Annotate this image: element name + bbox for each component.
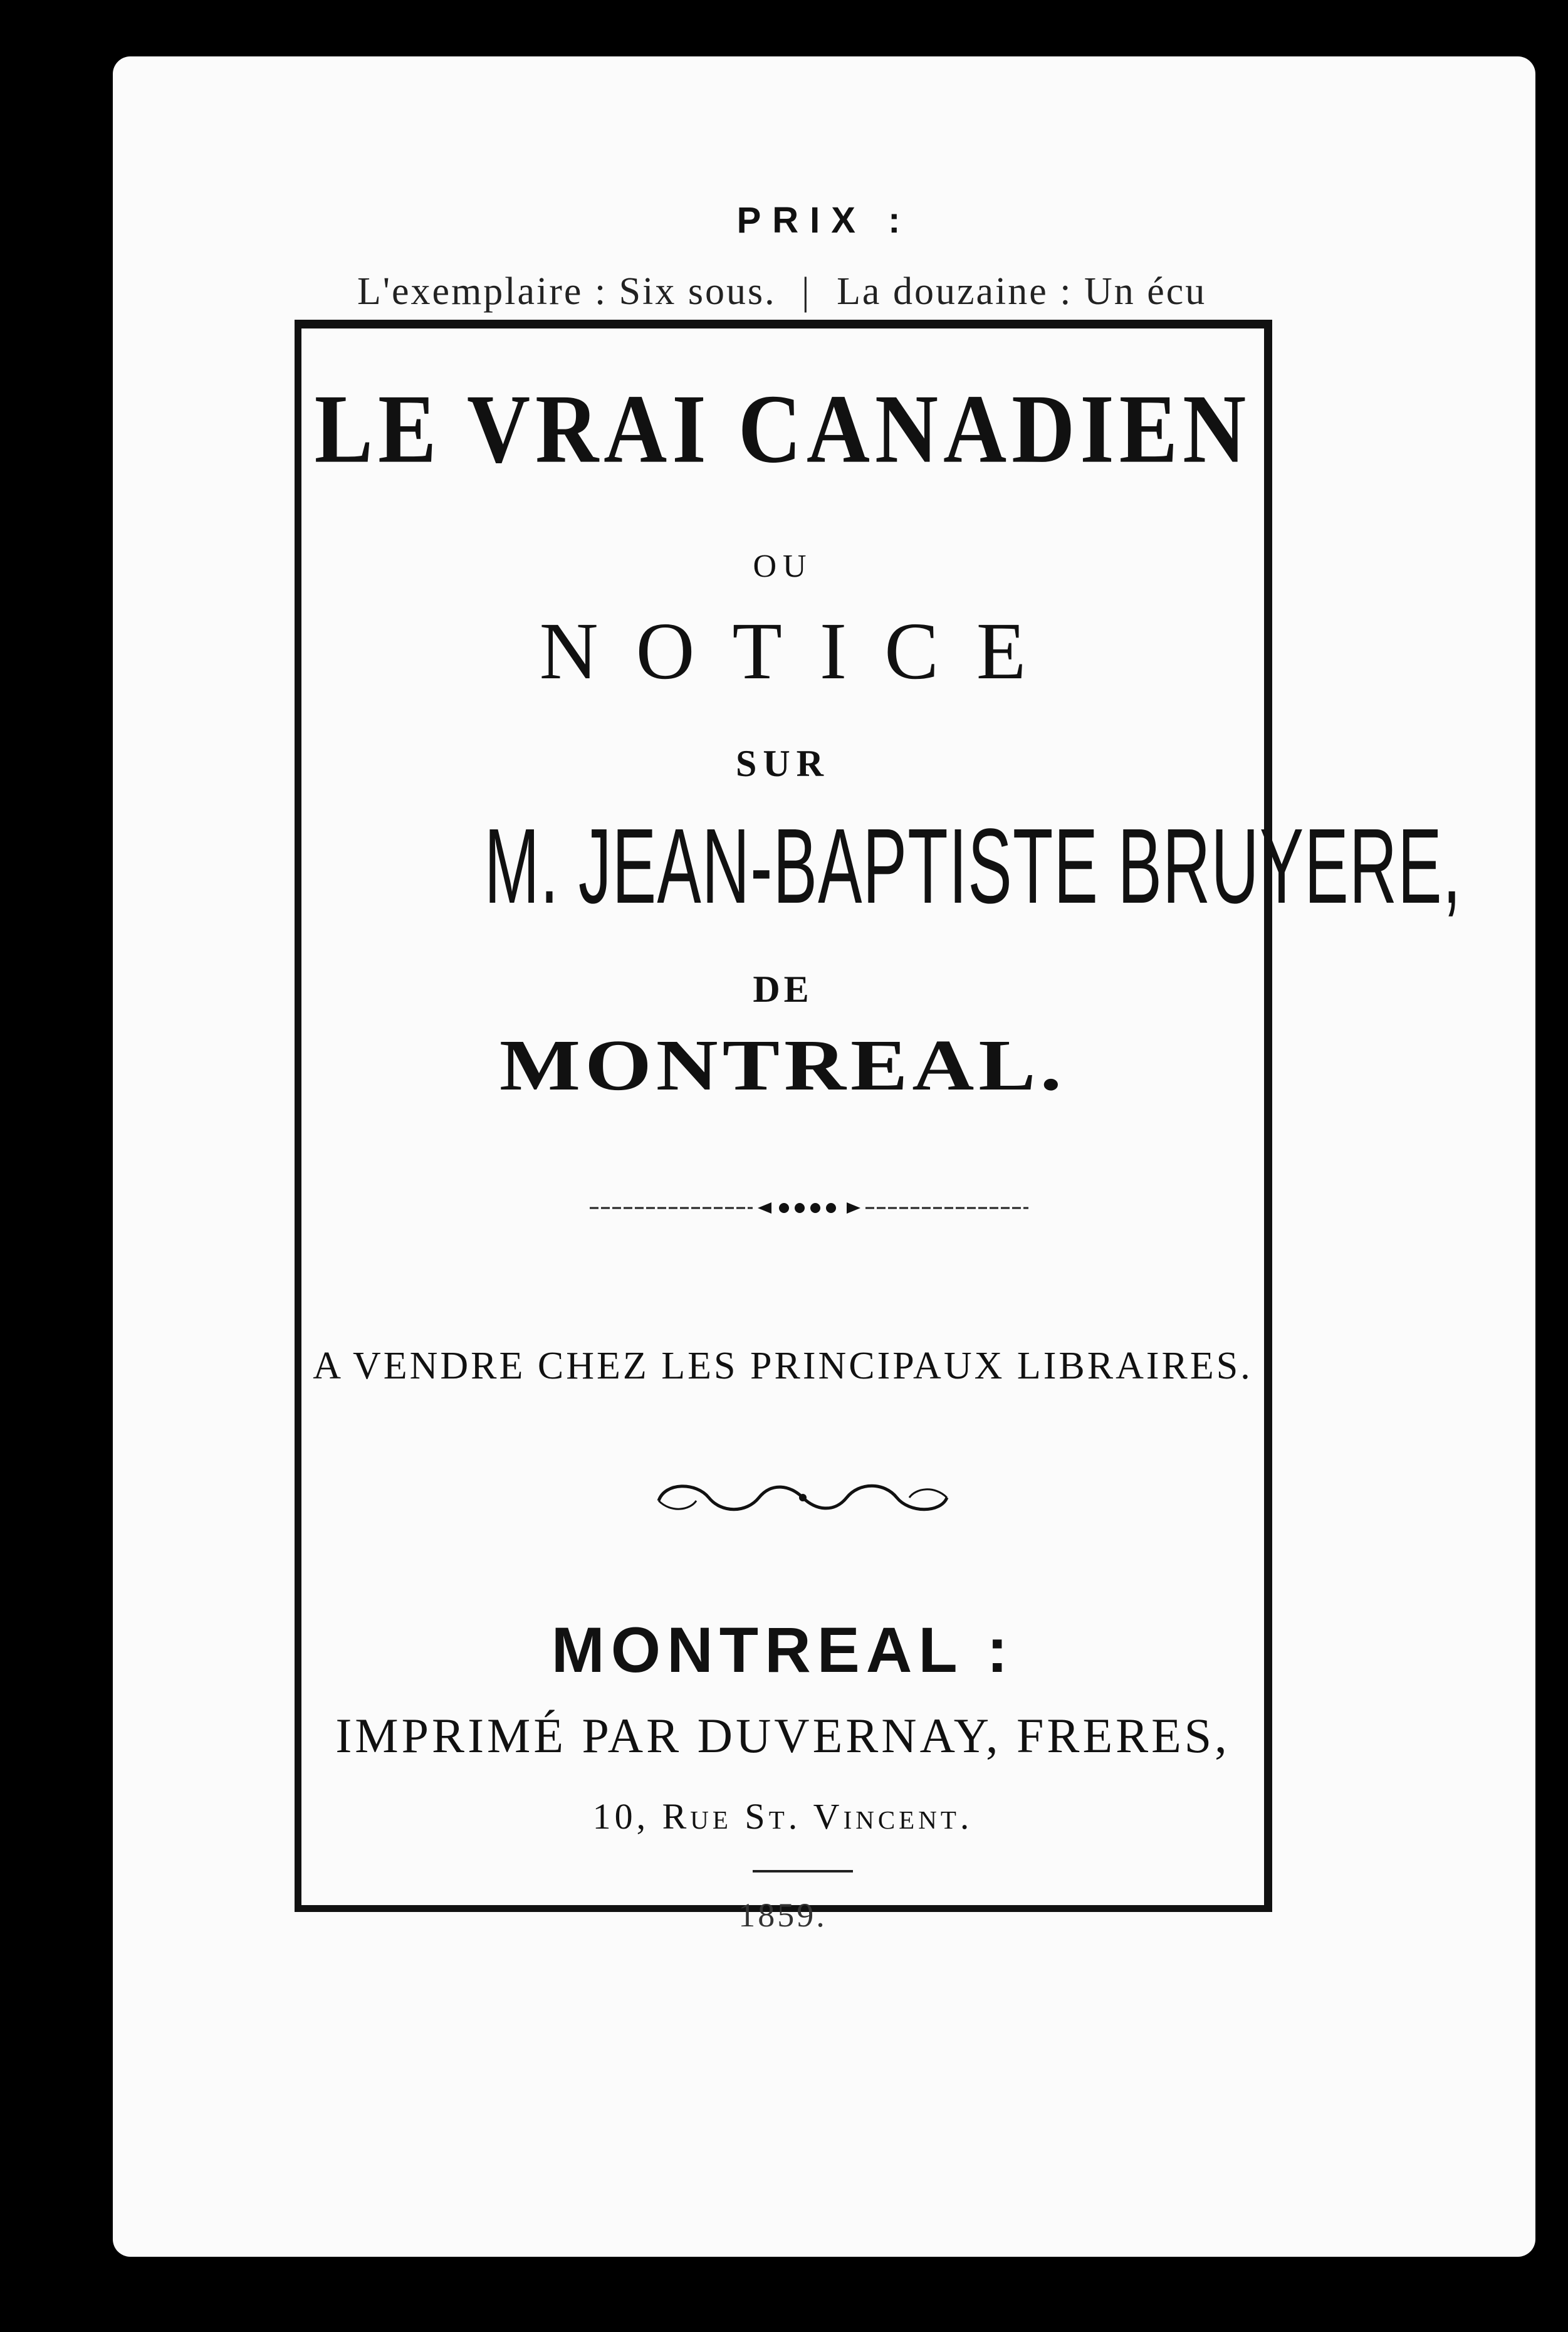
price-single: L'exemplaire : Six sous. — [357, 270, 776, 313]
notice-heading: NOTICE — [539, 606, 1064, 696]
flourish-ornament — [652, 1469, 953, 1526]
title-conjunction: OU — [753, 549, 813, 584]
imprint-address: 10, Rue St. Vincent. — [592, 1796, 973, 1837]
short-rule — [753, 1868, 853, 1874]
price-separator: | — [802, 270, 812, 313]
price-dozen: La douzaine : Un écu — [837, 270, 1207, 313]
origin-preposition: DE — [753, 969, 813, 1010]
ornamental-rule — [590, 1200, 1028, 1216]
document-page — [113, 56, 1535, 2257]
price-heading: PRIX : — [736, 200, 912, 241]
subject-name: M. JEAN-BAPTISTE BRUYERE, — [484, 807, 1462, 926]
imprint-year: 1859. — [738, 1896, 827, 1934]
imprint-city: MONTREAL : — [551, 1614, 1015, 1686]
sale-note: A VENDRE CHEZ LES PRINCIPAUX LIBRAIRES. — [313, 1345, 1253, 1387]
imprint-printer: IMPRIMÉ PAR DUVERNAY, FRERES, — [335, 1708, 1230, 1763]
price-line — [357, 270, 1423, 314]
book-title: LE VRAI CANADIEN — [314, 374, 1252, 484]
origin-city: MONTREAL. — [499, 1026, 1067, 1106]
title-frame — [295, 320, 1462, 1934]
subject-preposition: SUR — [735, 743, 830, 784]
